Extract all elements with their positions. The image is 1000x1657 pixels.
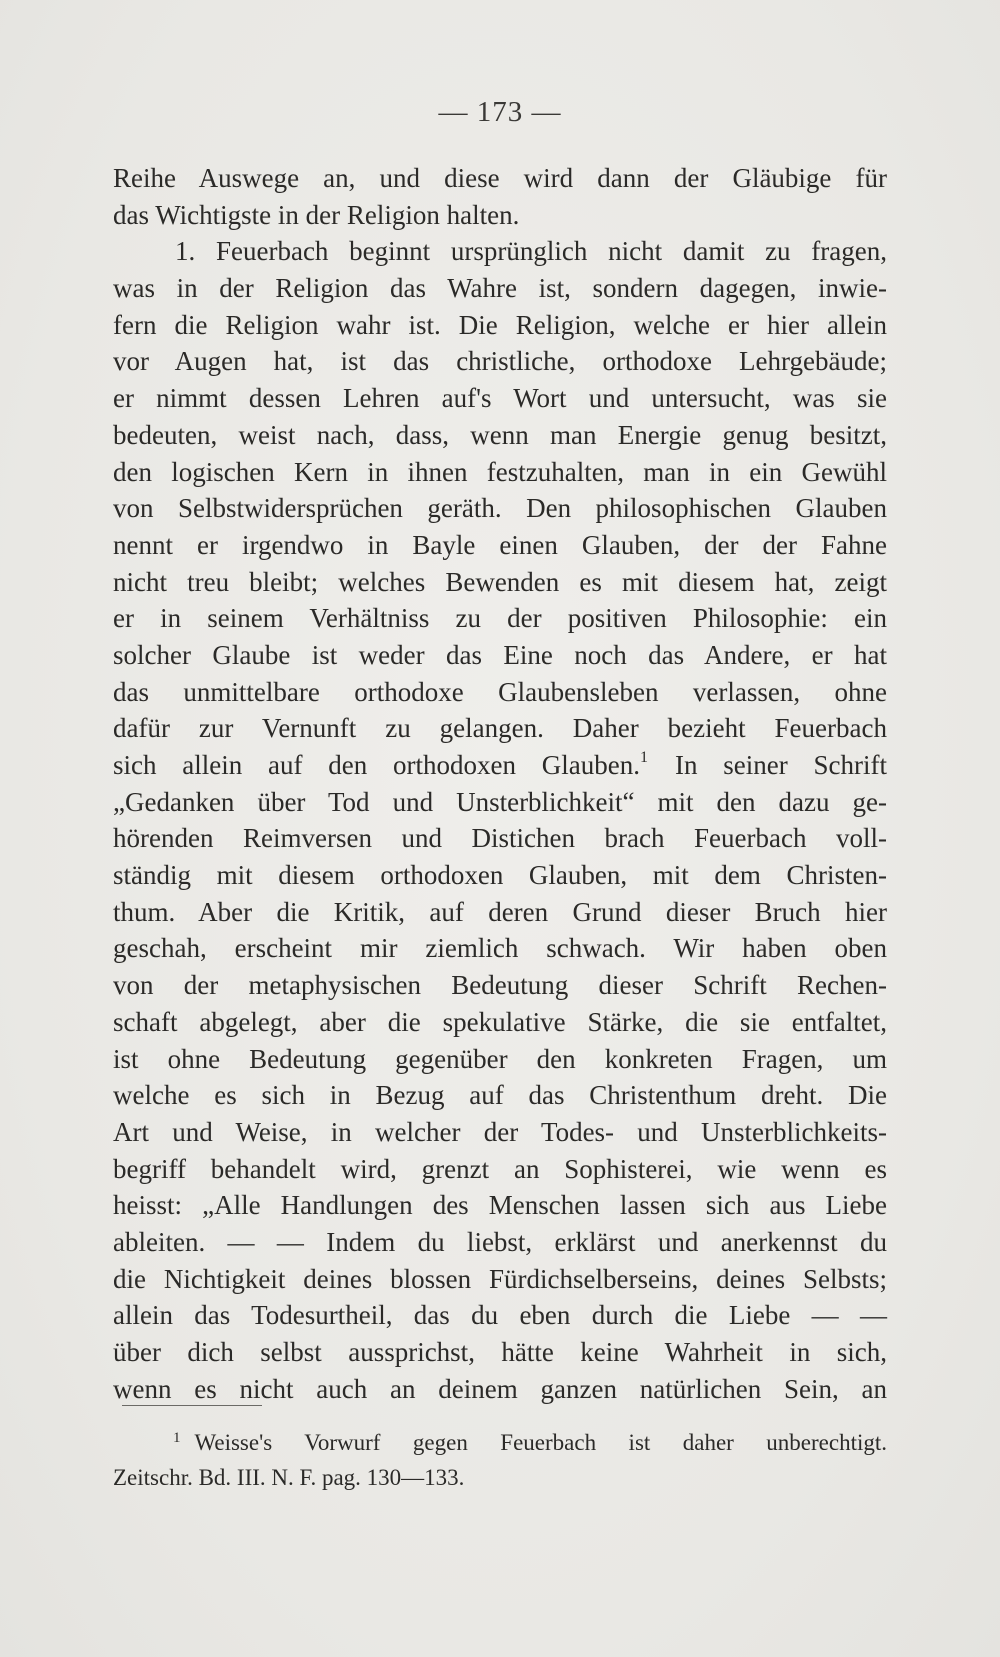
text-line: die Nichtigkeit deines blossen Fürdichselberseins, deines Selbsts; <box>113 1263 887 1294</box>
footnote-marker: 1 <box>173 1430 181 1446</box>
footnotes <box>113 1425 887 1495</box>
text-line: nennt er irgendwo in Bayle einen Glauben, der der Fahne <box>113 529 887 560</box>
text-segment: sich allein auf den orthodoxen Glauben. <box>113 750 640 780</box>
text-line: nicht treu bleibt; welches Bewenden es mit diesem hat, zeigt <box>113 566 887 597</box>
page-number: — 173 — <box>438 96 562 128</box>
text-line: er in seinem Verhältniss zu der positiven Philosophie: ein <box>113 603 887 634</box>
text-line: hörenden Reimversen und Distichen brach Feuerbach voll- <box>113 823 887 854</box>
text-line: heisst: „Alle Handlungen des Menschen lassen sich aus Liebe <box>113 1190 887 1221</box>
text-line: begriff behandelt wird, grenzt an Sophisterei, wie wenn es <box>113 1153 887 1184</box>
text-line: solcher Glaube ist weder das Eine noch das Andere, er hat <box>113 639 887 670</box>
text-line: er nimmt dessen Lehren auf's Wort und untersucht, was sie <box>113 383 887 414</box>
text-line: ist ohne Bedeutung gegenüber den konkreten Fragen, um <box>113 1043 887 1074</box>
text-line: fern die Religion wahr ist. Die Religion, welche er hier allein <box>113 309 887 340</box>
text-line: bedeuten, weist nach, dass, wenn man Energie genug besitzt, <box>113 419 887 450</box>
text-line: geschah, erscheint mir ziemlich schwach. Wir haben oben <box>113 933 887 964</box>
text-line: Reihe Auswege an, und diese wird dann der Gläubige für <box>113 163 887 193</box>
text-line: über dich selbst aussprichst, hätte keine Wahrheit in sich, <box>113 1337 887 1367</box>
text-line: schaft abgelegt, aber die spekulative Stärke, die sie entfaltet, <box>113 1006 887 1037</box>
footnote-line: Zeitschr. Bd. III. N. F. pag. 130—133. <box>113 1465 465 1490</box>
footnote-text: Weisse's Vorwurf gegen Feuerbach ist daher unberechtigt. <box>194 1430 887 1455</box>
text-line: das Wichtigste in der Religion halten. <box>113 199 520 230</box>
body-text <box>113 160 887 1407</box>
footnote-divider <box>122 1405 262 1406</box>
text-line: welche es sich in Bezug auf das Christenthum dreht. Die <box>113 1080 887 1111</box>
text-line: thum. Aber die Kritik, auf deren Grund dieser Bruch hier <box>113 896 887 927</box>
text-line: vor Augen hat, ist das christliche, orthodoxe Lehrgebäude; <box>113 346 887 377</box>
text-line: ableiten. — — Indem du liebst, erklärst und anerkennst du <box>113 1226 887 1257</box>
text-line: dafür zur Vernunft zu gelangen. Daher bezieht Feuerbach <box>113 713 887 744</box>
text-line: das unmittelbare orthodoxe Glaubensleben verlassen, ohne <box>113 676 887 707</box>
text-line: allein das Todesurtheil, das du eben durch die Liebe — — <box>113 1300 887 1331</box>
footnote-line <box>113 1425 887 1460</box>
text-segment: In seiner Schrift <box>675 750 887 780</box>
text-line: was in der Religion das Wahre ist, sondern dagegen, inwie- <box>113 273 887 304</box>
text-line: „Gedanken über Tod und Unsterblichkeit“ mit den dazu ge- <box>113 786 887 817</box>
text-line: den logischen Kern in ihnen festzuhalten, man in ein Gewühl <box>113 456 887 487</box>
text-line: 1. Feuerbach beginnt ursprünglich nicht damit zu fragen, <box>175 236 887 267</box>
footnote-ref[interactable]: 1 <box>640 749 648 766</box>
text-line-with-footnote-ref <box>113 747 887 784</box>
text-line: von Selbstwidersprüchen geräth. Den philosophischen Glauben <box>113 493 887 524</box>
text-line: von der metaphysischen Bedeutung dieser Schrift Rechen- <box>113 970 887 1001</box>
text-line: ständig mit diesem orthodoxen Glauben, mit dem Christen- <box>113 860 887 891</box>
text-line: wenn es nicht auch an deinem ganzen natürlichen Sein, an <box>113 1373 887 1404</box>
text-line: Art und Weise, in welcher der Todes- und Unsterblichkeits- <box>113 1116 887 1147</box>
